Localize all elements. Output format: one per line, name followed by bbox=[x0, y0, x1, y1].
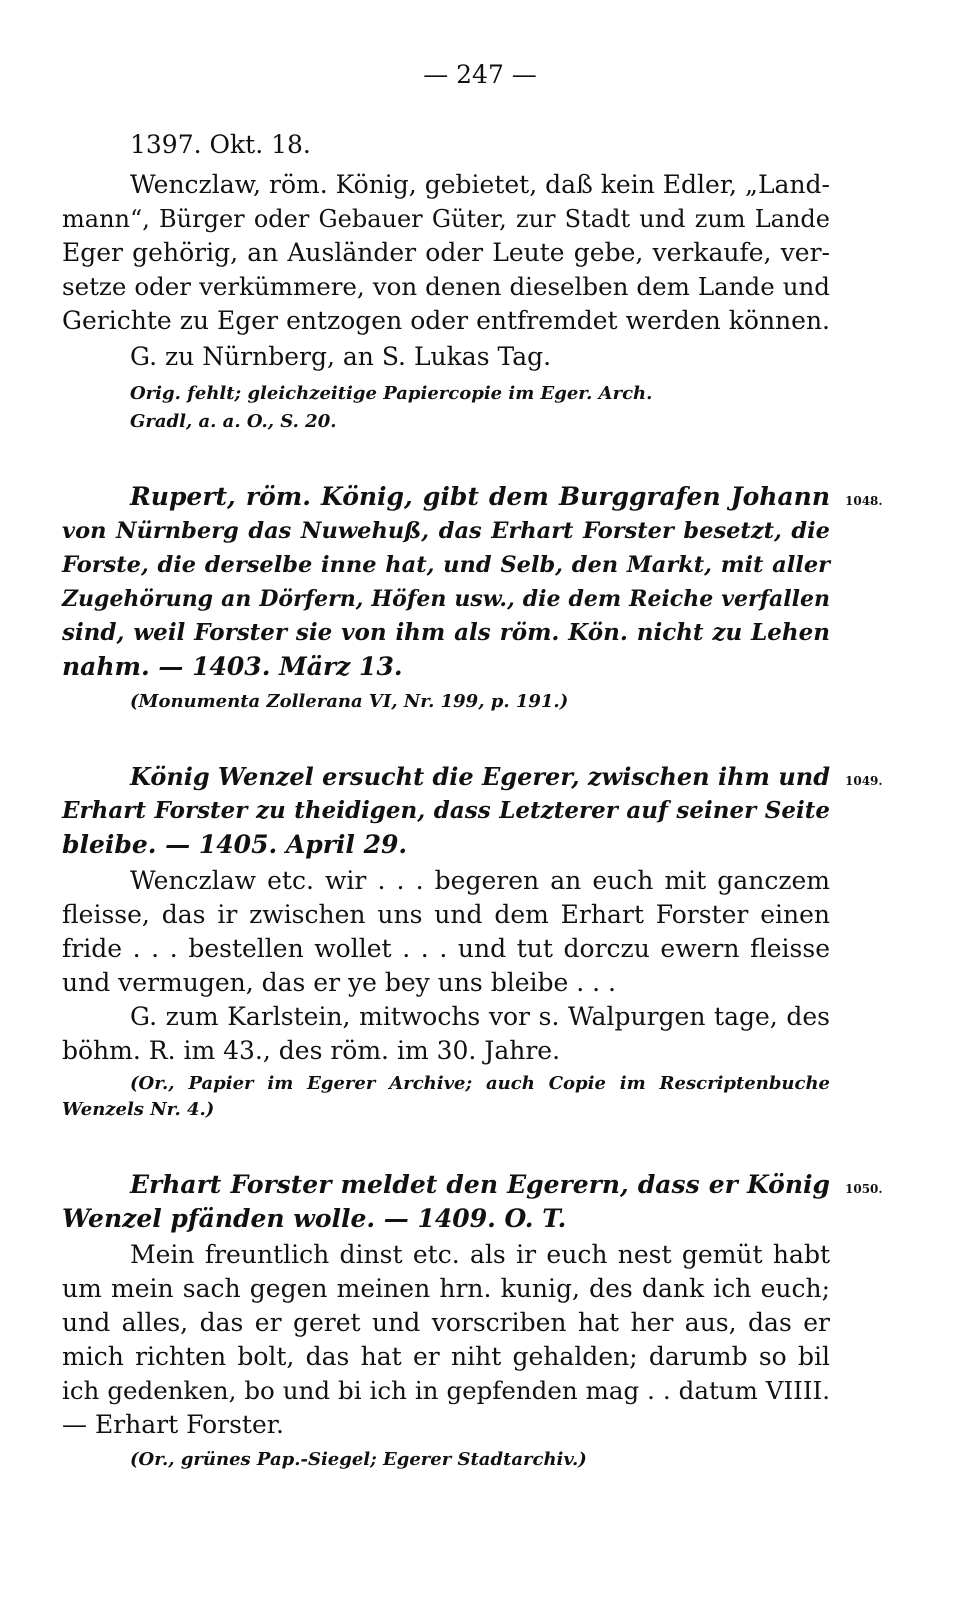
text-line: fleisse, das ir zwischen uns und dem Erhart Forster einen bbox=[62, 900, 830, 929]
text-line: setze oder verkümmere, von denen dieselben dem Lande und bbox=[62, 272, 830, 301]
text-line: Eger gehörig, an Ausländer oder Leute gebe, verkaufe, ver- bbox=[62, 238, 830, 267]
text-line: Mein freuntlich dinst etc. als ir euch nest gemüt habt bbox=[130, 1240, 830, 1269]
text-line: um mein sach gegen meinen hrn. kunig, des dank ich euch; bbox=[62, 1274, 830, 1303]
source-note: Orig. fehlt; gleichzeitige Papiercopie im Eger. Arch. bbox=[130, 383, 653, 404]
text-line: mich richten bolt, das hat er niht gehalden; darumb so bil bbox=[62, 1342, 830, 1371]
regest-line: Forste, die derselbe inne hat, und Selb, den Markt, mit aller bbox=[62, 552, 830, 578]
regest-line: König Wenzel ersucht die Egerer, zwischen ihm und bbox=[130, 762, 830, 791]
text-line: G. zum Karlstein, mitwochs vor s. Walpurgen tage, des bbox=[130, 1002, 830, 1031]
regest-line: Wenzel pfänden wolle. — 1409. O. T. bbox=[62, 1204, 567, 1233]
regest-line: Erhart Forster meldet den Egerern, dass er König bbox=[130, 1170, 830, 1199]
regest-line: bleibe. — 1405. April 29. bbox=[62, 830, 408, 859]
entry-number: 1049. bbox=[845, 774, 883, 788]
source-note: Gradl, a. a. O., S. 20. bbox=[130, 411, 337, 432]
regest-line: Erhart Forster zu theidigen, dass Letzterer auf seiner Seite bbox=[62, 797, 830, 824]
regest-line: nahm. — 1403. März 13. bbox=[62, 652, 403, 681]
source-note: (Or., Papier im Egerer Archive; auch Copie im Rescriptenbuche bbox=[130, 1073, 830, 1094]
text-line: Wenczlaw etc. wir . . . begeren an euch mit ganczem bbox=[130, 866, 830, 895]
entry-number: 1048. bbox=[845, 494, 883, 508]
entry-number: 1050. bbox=[845, 1182, 883, 1196]
regest-line: Zugehörung an Dörfern, Höfen usw., die dem Reiche verfallen bbox=[62, 586, 830, 612]
regest-line: Rupert, röm. König, gibt dem Burggrafen Johann bbox=[130, 482, 830, 511]
text-line: G. zu Nürnberg, an S. Lukas Tag. bbox=[130, 342, 552, 371]
text-line: Gerichte zu Eger entzogen oder entfremdet werden können. bbox=[62, 306, 830, 335]
source-note: (Monumenta Zollerana VI, Nr. 199, p. 191.) bbox=[130, 691, 569, 712]
source-note: (Or., grünes Pap.-Siegel; Egerer Stadtarchiv.) bbox=[130, 1449, 587, 1470]
text-line: mann“, Bürger oder Gebauer Güter, zur Stadt und zum Lande bbox=[62, 205, 830, 233]
regest-line: sind, weil Forster sie von ihm als röm. Kön. nicht zu Lehen bbox=[62, 619, 830, 646]
text-line: böhm. R. im 43., des röm. im 30. Jahre. bbox=[62, 1036, 561, 1065]
page-number: — 247 — bbox=[423, 60, 537, 89]
text-line: fride . . . bestellen wollet . . . und tut dorczu ewern fleisse bbox=[62, 934, 830, 963]
text-line: und vermugen, das er ye bey uns bleibe . . . bbox=[62, 968, 616, 997]
text-line: — Erhart Forster. bbox=[62, 1410, 284, 1439]
text-line: ich gedenken, bo und bi ich in gepfenden mag . . datum VIIII. bbox=[62, 1376, 830, 1405]
source-note: Wenzels Nr. 4.) bbox=[62, 1099, 215, 1120]
text-line: und alles, das er geret und vorscriben hat her aus, das er bbox=[62, 1308, 830, 1337]
entry-date: 1397. Okt. 18. bbox=[130, 130, 311, 159]
regest-line: von Nürnberg das Nuwehuß, das Erhart Forster besetzt, die bbox=[62, 518, 830, 544]
text-line: Wenczlaw, röm. König, gebietet, daß kein Edler, „Land- bbox=[130, 170, 830, 199]
